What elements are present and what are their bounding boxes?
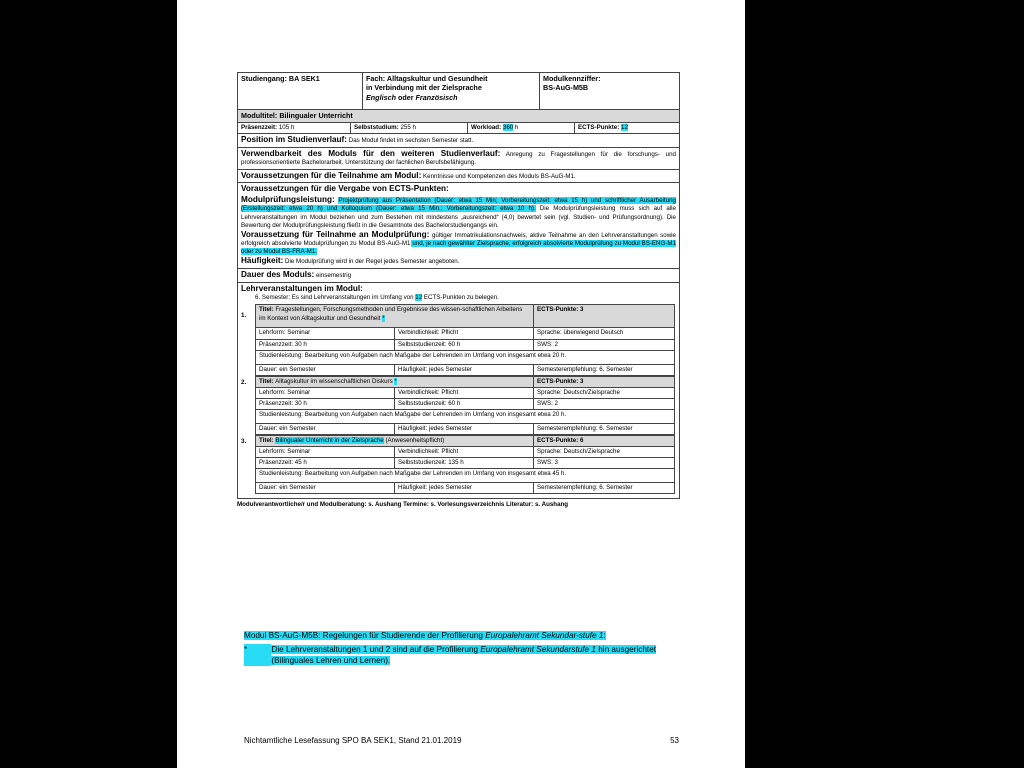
dauer-row: Dauer des Moduls: einsemestrig xyxy=(238,269,680,283)
footer-text: Nichtamtliche Lesefassung SPO BA SEK1, Stand 21.01.2019 xyxy=(244,736,462,745)
course-1: 1. Titel: Fragestellungen, Forschungsmethoden und Ergebnisse des wissen-schaftlichen Arbeitens im Kontext von Alltagskultur und Gesundheit * ECTS-Punkte: 3 Lehrform: Seminar Verbindlichkeit: Pflicht Sprache: überwiegend Deutsch Präsenzzeit: 30 h Selbststudienzeit: 60 h SWS: 2 Studienleistung: Bearbeitung von Aufgaben nach Maßgabe der Lehrenden im Umfang von insgesamt etwa 20 h. Dauer: ein Semester Häufigkeit: jedes Semester Semesterempfehlung: 6. Semester xyxy=(241,304,676,375)
ects-vergabe-row: Voraussetzungen für die Vergabe von ECTS-Punkten: Modulprüfungsleistung: Projektprüfung aus Präsentation (Dauer: etwa 15 Min; Vorbereitungszeit: etwa 15 h) und schriftlicher Ausarbeitung (Erstellungszeit: etwa 20 h) und Kolloquium (Dauer: etwa 15 Min.; Vorbereitungszeit: etwa 10 h). Die Modulprüfungsleistung muss sich auf alle Lehrveranstaltungen im Modul beziehen und zum Bestehen mit mindestens „ausreichend“ (4,0) bewertet sein (vgl. Studien- und Prüfungsordnung). Die Bewertung der Modulprüfungsleistung fließt in die Gesamtnote des Bachelorstudiengangs ein. Voraussetzung für Teilnahme an Modulprüfung: gültiger Immatrikulationsnachweis, aktive Teilnahme an den Lehrveranstaltungen sowie erfolgreich absolvierte Modulprüfungen zu Modul BS-AuG-M1 und, je nach gewählter Zielsprache, erfolgreich absolvierte Modulprüfung zu Modul BS-ENG-M1 oder zu Modul BS-FRA-M1. Häufigkeit: Die Modulprüfung wird in der Regel jedes Semester angeboten. xyxy=(238,183,680,269)
voraussetzungen-teilnahme-row: Voraussetzungen für die Teilnahme am Modul: Kenntnisse und Kompetenzen des Moduls BS-AuG-M1. xyxy=(238,169,680,183)
kennziffer-cell: Modulkennziffer: BS-AuG-M5B xyxy=(540,73,680,110)
page-footer xyxy=(244,736,679,745)
course-3: 3. Titel: Bilingualer Unterricht in der Zielsprache (Anwesenheitspflicht) ECTS-Punkte: 6 Lehrform: Seminar Verbindlichkeit: Pflicht Sprache: Deutsch/Zielsprache Präsenzzeit: 45 h Selbststudienzeit: 135 h SWS: 3 Studienleistung: Bearbeitung von Aufgaben nach Maßgabe der Lehrenden im Umfang von insgesamt etwa 45 h. Dauer: ein Semester Häufigkeit: jedes Semester Semesterempfehlung: 6. Semester xyxy=(241,435,676,494)
modultitel-row: Modultitel: Bilingualer Unterricht xyxy=(238,110,680,123)
verwendbarkeit-row: Verwendbarkeit des Moduls für den weiteren Studienverlauf: Anregung zu Fragestellungen für die forschungs- und professionsorientierte Bachelorarbeit. Unterstützung der fachlichen Berufsbefähigung. xyxy=(238,147,680,169)
lehrveranstaltungen-row: Lehrveranstaltungen im Modul: 6. Semester: Es sind Lehrveranstaltungen im Umfang von 12 ECTS-Punkten zu belegen. 1. Titel: Fragestellungen, Forschungsmethoden und Ergebnisse des wissen-schaftlichen Arbeitens im Kontext von Alltagskultur und Gesundheit * ECTS-Punkte: 3 Lehrform: Seminar Verbindlichkeit: Pflicht Sprache: überwiegend Deutsch Präsenzzeit: 30 h Selbststudienzeit: 60 h SWS: 2 Studienleistung: Bearbeitung von Aufgaben nach Maßgabe der Lehrenden im Umfang von insgesamt etwa 20 h. Dauer: ein Semester Häufigkeit: jedes Semester Semesterempfehlung: 6. Semester 2. Titel: Alltagskultur im wissenschaftlichen Diskurs * ECTS-Punkte: 3 Lehrform: Seminar Verbindlichkeit: Pflicht Sprache: Deutsch/Zielsprache Präsenzzeit: 30 h Selbststudienzeit: 60 h SWS: 2 Studienleistung: Bearbeitung von Aufgaben nach Maßgabe der Lehrenden im Umfang von insgesamt etwa 20 h. Dauer: ein Semester Häufigkeit: jedes Semester Semesterempfehlung: 6. Semester 3. Titel: Bilingualer Unterricht in der Zielsprache (Anwesenheitspflicht) ECTS-Punkte: 6 Lehrform: Seminar Verbindlichkeit: Pflicht Sprache: Deutsch/Zielsprache Präsenzzeit: 45 h Selbststudienzeit: 135 h SWS: 3 Studienleistung: Bearbeitung von Aufgaben nach Maßgabe der Lehrenden im Umfang von insgesamt etwa 45 h. Dauer: ein Semester Häufigkeit: jedes Semester Semesterempfehlung: 6. Semester xyxy=(238,282,680,498)
fach-cell: Fach: Alltagskultur und Gesundheit in Verbindung mit der Zielsprache Englisch oder Französisch xyxy=(363,73,540,110)
document-page xyxy=(177,0,745,768)
studiengang-cell: Studiengang: BA SEK1 xyxy=(238,73,363,110)
module-description xyxy=(237,72,680,509)
module-table xyxy=(237,72,680,499)
page-number: 53 xyxy=(670,736,679,745)
position-row: Position im Studienverlauf: Das Modul findet im sechsten Semester statt. xyxy=(238,134,680,148)
workload-row: Präsenzzeit: 105 h Selbststudium: 255 h Workload: 360 h ECTS-Punkte: 12 xyxy=(238,123,680,134)
module-footer-line: Modulverantwortliche/r und Modulberatung: s. Aushang Termine: s. Vorlesungsverzeichnis Literatur: s. Aushang xyxy=(237,501,569,509)
profilierung-note: Modul BS-AuG-M5B: Regelungen für Studierende der Profilierung Europalehramt Sekundar-stufe 1: * Die Lehrveranstaltungen 1 und 2 sind auf die Profilierung Europalehramt Sekundarstufe 1 hin ausgerichtet (Bilinguales Lehren und Lernen). xyxy=(244,631,657,666)
course-2: 2. Titel: Alltagskultur im wissenschaftlichen Diskurs * ECTS-Punkte: 3 Lehrform: Seminar Verbindlichkeit: Pflicht Sprache: Deutsch/Zielsprache Präsenzzeit: 30 h Selbststudienzeit: 60 h SWS: 2 Studienleistung: Bearbeitung von Aufgaben nach Maßgabe der Lehrenden im Umfang von insgesamt etwa 20 h. Dauer: ein Semester Häufigkeit: jedes Semester Semesterempfehlung: 6. Semester xyxy=(241,376,676,435)
